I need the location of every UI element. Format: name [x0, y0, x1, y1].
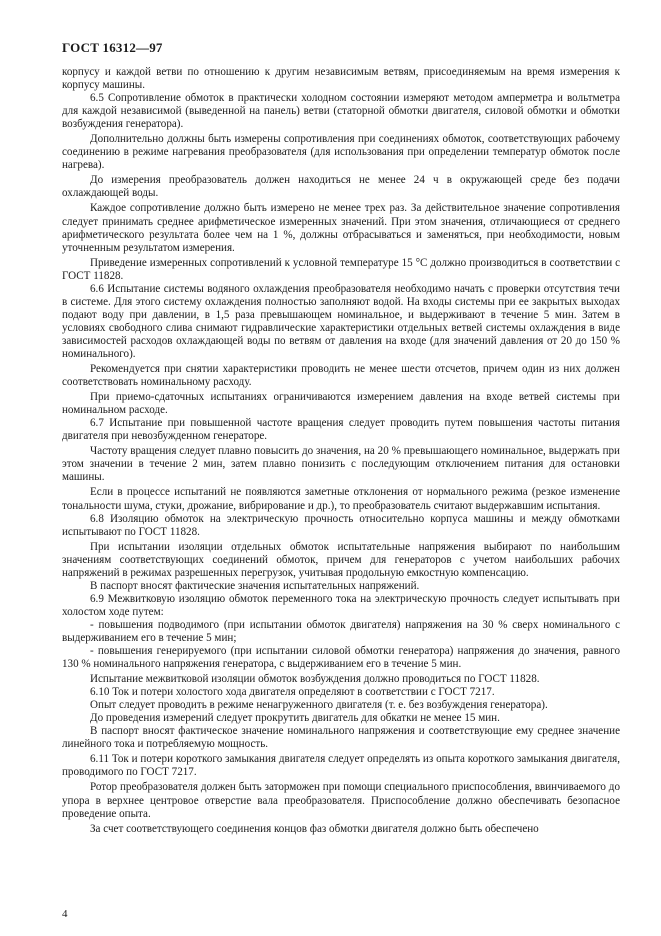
- document-body: [62, 66, 620, 836]
- paragraph: Если в процессе испытаний не появляются заметные отклонения от нормального режима (резкое изменение тональности шума, стуки, дрожание, вибрирование и др.), то преобразователь считают выдержавшим испытания.: [62, 486, 620, 512]
- paragraph: Испытание межвитковой изоляции обмоток возбуждения должно проводиться по ГОСТ 11828.: [90, 673, 540, 686]
- paragraph: В паспорт вносят фактическое значение номинального напряжения и соответствующие ему среднее значение линейного тока и потребляемую мощность.: [62, 725, 620, 751]
- document-header: ГОСТ 16312—97: [62, 40, 163, 55]
- paragraph: Опыт следует проводить в режиме ненагруженного двигателя (т. е. без возбуждения генератора).: [90, 699, 548, 712]
- paragraph: При приемо-сдаточных испытаниях ограничиваются измерением давления на входе ветвей системы при номинальном расходе.: [62, 391, 620, 417]
- paragraph: 6.7 Испытание при повышенной частоте вращения следует проводить путем повышения частоты питания двигателя при невозбужденном генераторе.: [62, 417, 620, 443]
- page-number: 4: [62, 908, 68, 920]
- paragraph: Приведение измеренных сопротивлений к условной температуре 15 °С должно производиться в соответствии с ГОСТ 11828.: [62, 256, 620, 282]
- paragraph: Частоту вращения следует плавно повысить до значения, на 20 % превышающего номинальное, выдержать при этом значении в течение 2 мин, затем плавно понизить с последующим отключением питания для остановки машины.: [62, 445, 620, 484]
- paragraph: Рекомендуется при снятии характеристики проводить не менее шести отсчетов, причем один из них должен соответствовать номинальному расходу.: [62, 363, 620, 389]
- paragraph: 6.6 Испытание системы водяного охлаждения преобразователя необходимо начать с проверки отсутствия течи в системе. Для этого систему охлаждения полностью заполняют водой. На входы системы при ее закрытых выходах подают воду при давлении, в 1,5 раза превышающем номинальное, и выдерживают в течение 5 мин. Затем в условиях свободного слива снимают гидравлические характеристики отдельных ветвей системы охлаждения в виде зависимостей расходов охлаждающей воды по ветвям от давления на входе (для значений давления от 20 до 150 % номинального).: [62, 282, 620, 360]
- paragraph: 6.9 Межвитковую изоляцию обмоток переменного тока на электрическую прочность следует испытывать при холостом ходе путем:: [62, 592, 620, 618]
- paragraph: 6.8 Изоляцию обмоток на электрическую прочность относительно корпуса машины и между обмотками испытывают по ГОСТ 11828.: [62, 512, 620, 538]
- paragraph: При испытании изоляции отдельных обмоток испытательные напряжения выбирают по наибольшим значениям соответствующих соединений обмоток, причем для генераторов с учетом наибольших рабочих напряжений в режимах разрешенных перегрузок, учитывая продольную емкостную компенсацию.: [62, 540, 620, 579]
- paragraph: 6.10 Ток и потери холостого хода двигателя определяют в соответствии с ГОСТ 7217.: [90, 686, 495, 699]
- paragraph: До проведения измерений следует прокрутить двигатель для обкатки не менее 15 мин.: [90, 712, 500, 725]
- paragraph: За счет соответствующего соединения концов фаз обмотки двигателя должно быть обеспечено: [90, 822, 539, 835]
- paragraph: 6.5 Сопротивление обмоток в практически холодном состоянии измеряют методом амперметра и вольтметра для каждой независимой (выведенной на панель) ветви (статорной обмотки двигателя, силовой обмотки и обмотки возбуждения генератора).: [62, 92, 620, 131]
- paragraph: В паспорт вносят фактические значения испытательных напряжений.: [90, 579, 420, 592]
- paragraph: Дополнительно должны быть измерены сопротивления при соединениях обмоток, соответствующих рабочему соединению в режиме нагревания преобразователя (для использования при определении температур обмоток после нагрева).: [62, 133, 620, 172]
- list-item: - повышения подводимого (при испытании обмоток двигателя) напряжения на 30 % сверх номинального с выдерживанием его в течение 5 мин;: [62, 618, 620, 644]
- list-item: - повышения генерируемого (при испытании силовой обмотки генератора) напряжения до значения, равного 130 % номинального напряжения генератора, с выдерживанием его в течение 5 мин.: [62, 645, 620, 671]
- paragraph: Каждое сопротивление должно быть измерено не менее трех раз. За действительное значение сопротивления следует принимать среднее арифметическое измеренных значений. При этом значения, отличающиеся от среднего арифметического результата более чем на 1 %, должны отбрасываться и заменяться, при необходимости, новым уточненным результатом измерения.: [62, 202, 620, 254]
- paragraph: 6.11 Ток и потери короткого замыкания двигателя следует определять из опыта короткого замыкания двигателя, проводимого по ГОСТ 7217.: [62, 753, 620, 779]
- paragraph: корпусу и каждой ветви по отношению к другим независимым ветвям, присоединяемым на время измерения к корпусу машины.: [62, 66, 620, 92]
- paragraph: До измерения преобразователь должен находиться не менее 24 ч в окружающей среде без подачи охлаждающей воды.: [62, 174, 620, 200]
- paragraph: Ротор преобразователя должен быть заторможен при помощи специального приспособления, ввинчиваемого до упора в верхнее центровое отверстие вала преобразователя. Приспособление должно обеспечивать безопасное проведение опыта.: [62, 781, 620, 820]
